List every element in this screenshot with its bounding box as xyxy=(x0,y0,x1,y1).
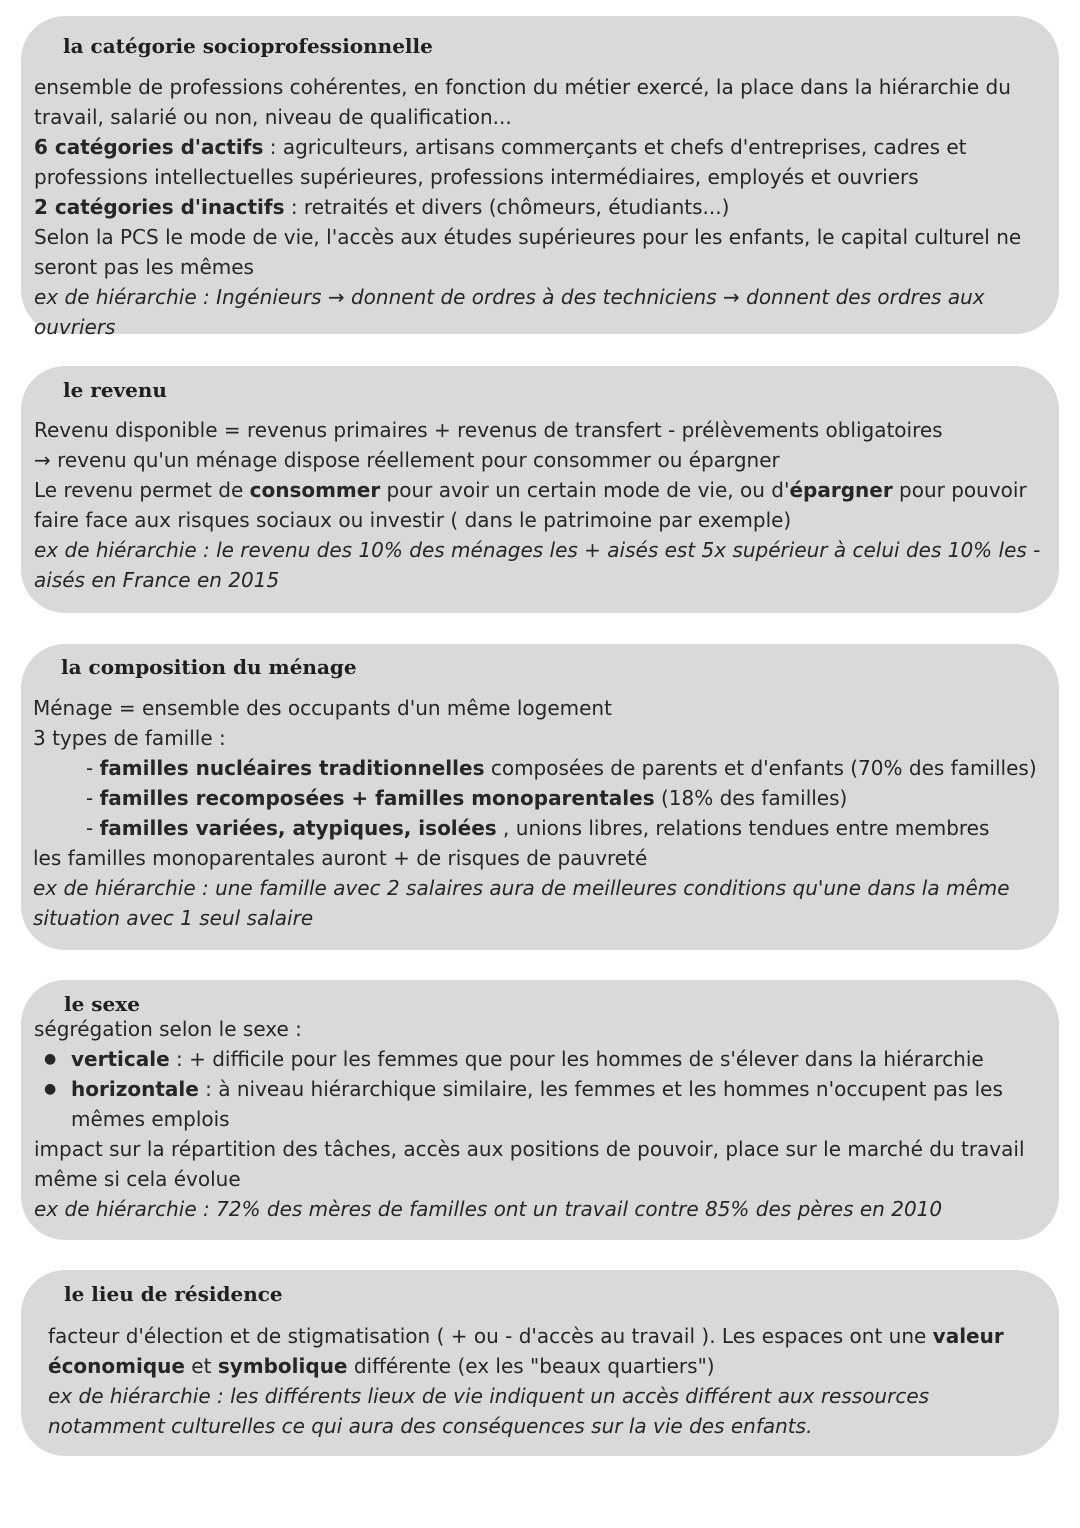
section-body-menage xyxy=(33,693,1045,933)
card-revenu xyxy=(21,366,1059,613)
sexe-bullet-text: : + difficile pour les femmes que pour les hommes de s'élever dans la hiérarchie xyxy=(169,1047,984,1071)
menage-type-bold: familles nucléaires traditionnelles xyxy=(99,756,485,780)
pcs-actifs-label: 6 catégories d'actifs xyxy=(34,135,264,159)
menage-type-text: (18% des familles) xyxy=(654,786,848,810)
sexe-bullet-list xyxy=(34,1044,1045,1134)
card-sexe xyxy=(21,980,1059,1240)
menage-type-prefix: - xyxy=(86,816,100,840)
card-pcs xyxy=(21,16,1059,339)
revenu-arrow-line: → revenu qu'un ménage dispose réellement pour consommer ou épargner xyxy=(34,448,780,472)
menage-type-item xyxy=(33,753,1045,783)
menage-type-prefix: - xyxy=(86,786,100,810)
section-body-pcs xyxy=(34,72,1045,342)
menage-definition: Ménage = ensemble des occupants d'un même logement xyxy=(33,696,612,720)
pcs-definition: ensemble de professions cohérentes, en fonction du métier exercé, la place dans la hiérarchie du travail, salarié ou non, niveau de qualification... xyxy=(34,75,1011,129)
card-residence xyxy=(21,1270,1059,1456)
sexe-bullet-bold: verticale xyxy=(71,1047,170,1071)
revenu-bold-consommer: consommer xyxy=(249,478,381,502)
pcs-selon: Selon la PCS le mode de vie, l'accès aux études supérieures pour les enfants, le capital culturel ne seront pas les mêmes xyxy=(34,225,1022,279)
menage-type-prefix: - xyxy=(86,756,100,780)
section-title-pcs: la catégorie socioprofessionnelle xyxy=(63,34,433,58)
sexe-intro: ségrégation selon le sexe : xyxy=(34,1017,302,1041)
menage-type-item xyxy=(33,813,1045,843)
sexe-bullet-item xyxy=(34,1044,1045,1074)
revenu-bold-epargner: épargner xyxy=(789,478,893,502)
residence-text-3: différente (ex les "beaux quartiers") xyxy=(347,1354,715,1378)
revenu-text-2: pour avoir un certain mode de vie, ou d' xyxy=(380,478,790,502)
residence-text xyxy=(48,1321,1045,1381)
residence-bold-economique: valeur économique xyxy=(48,1324,1004,1378)
sexe-bullet-bold: horizontale xyxy=(71,1077,199,1101)
pcs-actifs xyxy=(34,132,1045,192)
section-title-revenu: le revenu xyxy=(63,378,167,402)
residence-example: ex de hiérarchie : les différents lieux de vie indiquent un accès différent aux ressources notamment culturelles ce qui aura des conséquences sur la vie des enfants. xyxy=(48,1384,930,1438)
section-body-residence xyxy=(48,1321,1045,1441)
revenu-formula: Revenu disponible = revenus primaires + revenus de transfert - prélèvements obligatoires xyxy=(34,418,943,442)
menage-type-bold: familles recomposées + familles monoparentales xyxy=(99,786,655,810)
revenu-text-3: pour pouvoir faire face aux risques sociaux ou investir ( dans le patrimoine par exemple) xyxy=(34,478,1027,532)
pcs-inactifs xyxy=(34,192,1045,222)
residence-text-1: facteur d'élection et de stigmatisation ( + ou - d'accès au travail ). Les espaces ont une xyxy=(48,1324,933,1348)
menage-type-text: , unions libres, relations tendues entre membres xyxy=(496,816,990,840)
menage-type-text: composées de parents et d'enfants (70% des familles) xyxy=(484,756,1037,780)
pcs-example: ex de hiérarchie : Ingénieurs → donnent de ordres à des techniciens → donnent des ordres aux ouvriers xyxy=(34,285,985,339)
menage-example: ex de hiérarchie : une famille avec 2 salaires aura de meilleures conditions qu'une dans la même situation avec 1 seul salaire xyxy=(33,876,1010,930)
sexe-example: ex de hiérarchie : 72% des mères de familles ont un travail contre 85% des pères en 2010 xyxy=(34,1197,943,1221)
section-body-revenu xyxy=(34,415,1045,595)
pcs-inactifs-label: 2 catégories d'inactifs xyxy=(34,195,285,219)
menage-types-intro: 3 types de famille : xyxy=(33,726,226,750)
pcs-inactifs-text: : retraités et divers (chômeurs, étudiants...) xyxy=(284,195,730,219)
sexe-bullet-text: : à niveau hiérarchique similaire, les femmes et les hommes n'occupent pas les mêmes emplois xyxy=(71,1077,1003,1131)
menage-type-item xyxy=(33,783,1045,813)
revenu-usage xyxy=(34,475,1045,535)
residence-text-2: et xyxy=(184,1354,218,1378)
section-body-sexe xyxy=(34,1014,1045,1224)
revenu-example: ex de hiérarchie : le revenu des 10% des ménages les + aisés est 5x supérieur à celui des 10% les - aisés en France en 2015 xyxy=(34,538,1041,592)
menage-note: les familles monoparentales auront + de risques de pauvreté xyxy=(33,846,648,870)
menage-type-bold: familles variées, atypiques, isolées xyxy=(99,816,497,840)
pcs-actifs-text: : agriculteurs, artisans commerçants et chefs d'entreprises, cadres et professions intellectuelles supérieures, professions intermédiaires, employés et ouvriers xyxy=(34,135,967,189)
section-title-residence: le lieu de résidence xyxy=(64,1282,283,1306)
sexe-impact: impact sur la répartition des tâches, accès aux positions de pouvoir, place sur le marché du travail même si cela évolue xyxy=(34,1137,1025,1191)
section-title-sexe: le sexe xyxy=(64,992,140,1016)
revenu-text-1: Le revenu permet de xyxy=(34,478,250,502)
section-title-menage: la composition du ménage xyxy=(61,655,357,679)
sexe-bullet-item xyxy=(34,1074,1045,1134)
card-menage xyxy=(21,644,1059,950)
residence-bold-symbolique: symbolique xyxy=(217,1354,348,1378)
